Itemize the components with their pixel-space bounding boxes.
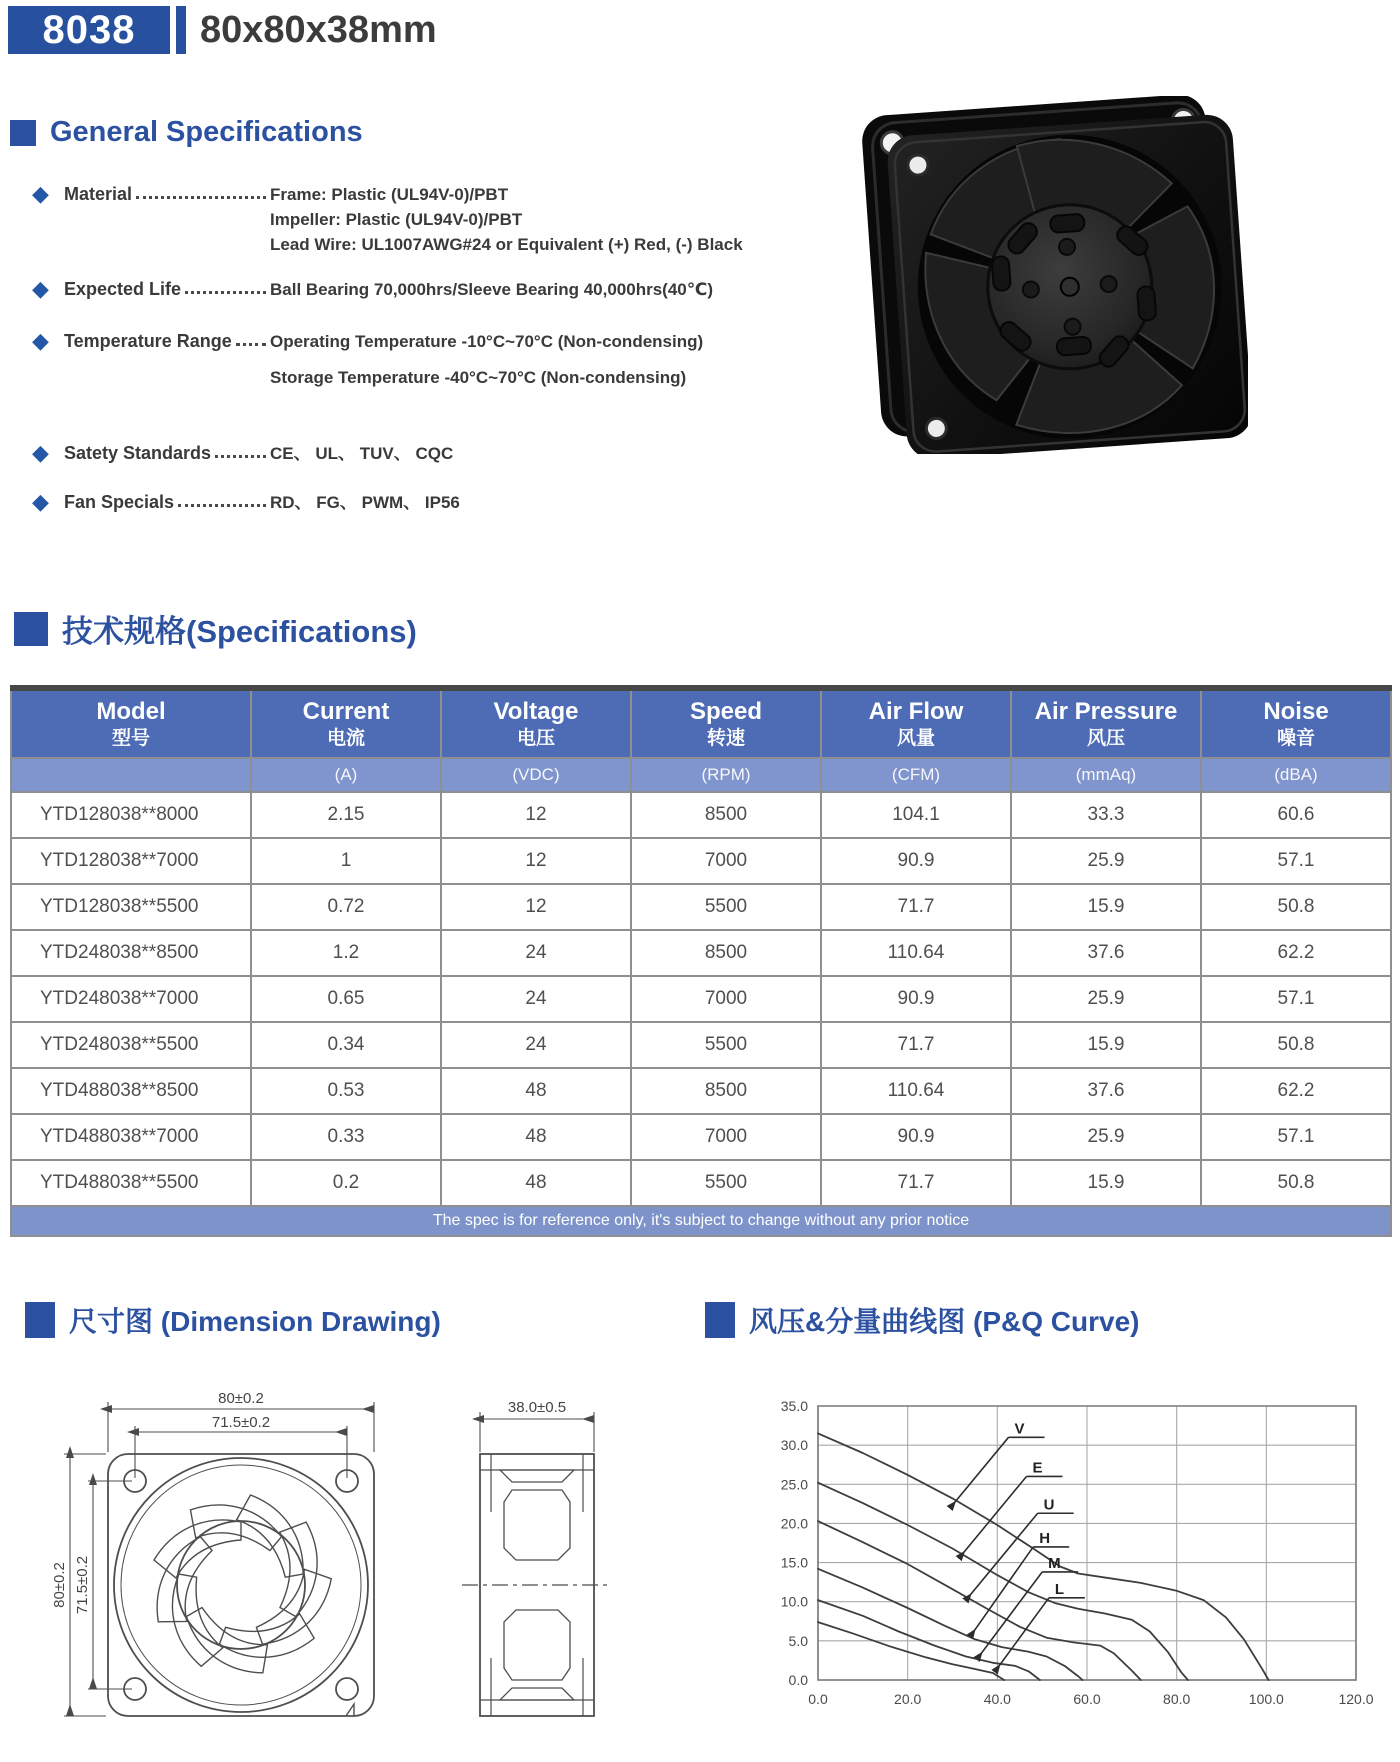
spec-item-values [270,182,842,257]
table-row [11,1114,1391,1160]
curve-label-L: L [1054,1580,1065,1598]
pq-gridlines [818,1406,1356,1680]
x-tick-label: 80.0 [1163,1691,1191,1707]
x-tick-label: 20.0 [894,1691,922,1707]
unit-cell [11,758,251,792]
model-cell: YTD488038**7000 [11,1114,251,1160]
value-cell: 25.9 [1011,838,1201,884]
value-cell: 1 [251,838,441,884]
value-cell: 12 [441,838,631,884]
spec-value-line: Storage Temperature -40°C~70°C (Non-condensing) [270,368,687,387]
table-row [11,838,1391,884]
x-tick-label: 120.0 [1338,1691,1374,1707]
fan-product-photo [856,96,1248,454]
column-header-noise: Noise 噪音 [1201,688,1391,758]
value-cell: 60.6 [1201,792,1391,838]
column-header-air-flow: Air Flow 风量 [821,688,1011,758]
spec-table [10,685,1392,1237]
dotted-leader [185,291,266,294]
spec-value-line: Lead Wire: UL1007AWG#24 or Equivalent (+) Red, (-) Black [270,235,743,254]
column-header-speed: Speed 转速 [631,688,821,758]
dotted-leader [178,504,266,507]
pq-axis-ticks [781,1398,1374,1707]
table-row [11,1068,1391,1114]
y-tick-label: 25.0 [780,1476,808,1493]
value-cell: 90.9 [821,976,1011,1022]
value-cell: 62.2 [1201,1068,1391,1114]
value-cell: 71.7 [821,1160,1011,1206]
dotted-leader [215,455,266,458]
diamond-bullet-icon: ◆ [32,489,49,514]
value-cell: 0.34 [251,1022,441,1068]
diamond-bullet-icon: ◆ [32,276,49,301]
y-tick-label: 35.0 [780,1398,808,1414]
spec-value-line: Operating Temperature -10°C~70°C (Non-condensing) [270,332,704,351]
curve-label-U: U [1043,1496,1055,1514]
table-row [11,1022,1391,1068]
spec-item-temperature-range [32,329,842,401]
value-cell: 71.7 [821,884,1011,930]
table-row [11,1160,1391,1206]
value-cell: 0.33 [251,1114,441,1160]
x-tick-label: 40.0 [983,1691,1011,1707]
unit-cell: (A) [251,758,441,792]
dimension-drawing [48,1382,708,1762]
value-cell: 7000 [631,976,821,1022]
spec-item-fan-specials [32,490,842,515]
value-cell: 48 [441,1160,631,1206]
value-cell: 104.1 [821,792,1011,838]
unit-cell: (CFM) [821,758,1011,792]
y-tick-label: 5.0 [788,1632,808,1649]
spec-item-values [270,277,842,302]
y-tick-label: 15.0 [780,1554,808,1571]
dim-label-inner-width: 71.5±0.2 [211,1414,271,1431]
diamond-bullet-icon: ◆ [32,181,49,206]
spec-item-label: Material [64,184,133,204]
value-cell: 50.8 [1201,884,1391,930]
spec-table-title: 技术规格(Specifications) [62,614,417,649]
header-divider [176,6,186,54]
general-specs-list [32,182,842,515]
pq-curve-V [818,1433,1269,1680]
value-cell: 110.64 [821,1068,1011,1114]
spec-item-values [270,329,842,401]
value-cell: 15.9 [1011,1160,1201,1206]
dimension-heading [25,1300,441,1340]
value-cell: 15.9 [1011,1022,1201,1068]
value-cell: 71.7 [821,1022,1011,1068]
spec-item-material [32,182,842,257]
value-cell: 8500 [631,930,821,976]
y-tick-label: 30.0 [780,1437,808,1454]
value-cell: 62.2 [1201,930,1391,976]
value-cell: 15.9 [1011,884,1201,930]
spec-item-label: Temperature Range [64,331,232,351]
spec-value-line: Frame: Plastic (UL94V-0)/PBT [270,185,509,204]
value-cell: 37.6 [1011,1068,1201,1114]
y-tick-label: 20.0 [780,1515,808,1532]
value-cell: 50.8 [1201,1160,1391,1206]
value-cell: 5500 [631,1160,821,1206]
table-row [11,976,1391,1022]
spec-item-label: Expected Life [64,279,182,299]
section-square-icon [25,1302,55,1338]
unit-cell: (mmAq) [1011,758,1201,792]
unit-cell: (RPM) [631,758,821,792]
pq-title: 风压&分量曲线图 (P&Q Curve) [749,1306,1140,1337]
units-row [11,758,1391,792]
column-header-air-pressure: Air Pressure 风压 [1011,688,1201,758]
model-cell: YTD128038**7000 [11,838,251,884]
value-cell: 110.64 [821,930,1011,976]
spec-item-label: Satety Standards [64,443,212,463]
value-cell: 5500 [631,884,821,930]
general-specs-heading [10,116,363,149]
value-cell: 57.1 [1201,838,1391,884]
pq-heading [705,1300,1139,1340]
dimension-title: 尺寸图 (Dimension Drawing) [69,1306,441,1337]
spec-table-heading [14,606,417,651]
value-cell: 24 [441,1022,631,1068]
dim-label-outer-height: 80±0.2 [51,1562,68,1608]
spec-table-body [11,758,1391,1236]
model-cell: YTD248038**8500 [11,930,251,976]
section-square-icon [705,1302,735,1338]
spec-value-line: RD、 FG、 PWM、 IP56 [270,493,460,512]
value-cell: 8500 [631,1068,821,1114]
dim-label-inner-height: 71.5±0.2 [74,1555,91,1615]
table-footnote: The spec is for reference only, it's subject to change without any prior notice [11,1206,1391,1236]
value-cell: 48 [441,1068,631,1114]
x-tick-label: 100.0 [1248,1691,1284,1707]
value-cell: 57.1 [1201,1114,1391,1160]
model-cell: YTD488038**5500 [11,1160,251,1206]
general-specs-title: General Specifications [50,116,363,148]
value-cell: 90.9 [821,1114,1011,1160]
curve-label-H: H [1039,1529,1051,1547]
table-footnote-row [11,1206,1391,1236]
value-cell: 0.65 [251,976,441,1022]
spec-value-line: Impeller: Plastic (UL94V-0)/PBT [270,210,523,229]
spec-value-line: Ball Bearing 70,000hrs/Sleeve Bearing 40,000hrs(40℃) [270,280,713,299]
dotted-leader [236,343,266,346]
column-header-model: Model 型号 [11,688,251,758]
value-cell: 5500 [631,1022,821,1068]
model-cell: YTD488038**8500 [11,1068,251,1114]
fan-front-outline [108,1454,374,1716]
model-cell: YTD248038**7000 [11,976,251,1022]
spec-item-expected-life [32,277,842,302]
y-tick-label: 0.0 [788,1672,808,1688]
value-cell: 37.6 [1011,930,1201,976]
section-square-icon [10,120,36,146]
pq-curve-L [818,1622,1004,1680]
value-cell: 50.8 [1201,1022,1391,1068]
pq-curve-labels [950,1420,1085,1671]
curve-label-E: E [1032,1459,1043,1477]
dim-label-outer-width: 80±0.2 [218,1390,264,1407]
x-tick-label: 0.0 [808,1691,828,1707]
spec-item-satety-standards [32,441,842,466]
value-cell: 12 [441,792,631,838]
model-code-badge: 8038 [8,6,170,54]
dotted-leader [136,196,266,199]
curve-label-V: V [1014,1420,1025,1438]
value-cell: 0.2 [251,1160,441,1206]
table-row [11,930,1391,976]
value-cell: 1.2 [251,930,441,976]
dim-label-depth: 38.0±0.5 [507,1399,567,1416]
spec-item-label: Fan Specials [64,492,175,512]
value-cell: 7000 [631,838,821,884]
diamond-bullet-icon: ◆ [32,440,49,465]
model-cell: YTD128038**8000 [11,792,251,838]
value-cell: 24 [441,976,631,1022]
value-cell: 2.15 [251,792,441,838]
curve-label-M: M [1048,1554,1061,1572]
x-tick-label: 60.0 [1073,1691,1101,1707]
fan-blades-drawing [133,1479,345,1693]
diamond-bullet-icon: ◆ [32,328,49,353]
y-tick-label: 10.0 [780,1593,808,1610]
spec-item-values [270,441,842,466]
value-cell: 25.9 [1011,976,1201,1022]
model-cell: YTD248038**5500 [11,1022,251,1068]
value-cell: 0.72 [251,884,441,930]
value-cell: 57.1 [1201,976,1391,1022]
pq-curves [818,1433,1269,1680]
value-cell: 48 [441,1114,631,1160]
column-header-current: Current 电流 [251,688,441,758]
value-cell: 0.53 [251,1068,441,1114]
value-cell: 25.9 [1011,1114,1201,1160]
spec-value-line: CE、 UL、 TUV、 CQC [270,444,454,463]
value-cell: 8500 [631,792,821,838]
size-title: 80x80x38mm [200,8,437,51]
model-cell: YTD128038**5500 [11,884,251,930]
unit-cell: (dBA) [1201,758,1391,792]
value-cell: 7000 [631,1114,821,1160]
unit-cell: (VDC) [441,758,631,792]
pq-curve-M [818,1600,1040,1680]
value-cell: 12 [441,884,631,930]
table-row [11,792,1391,838]
table-row [11,884,1391,930]
page-header [8,6,437,54]
value-cell: 90.9 [821,838,1011,884]
value-cell: 33.3 [1011,792,1201,838]
spec-table-head [11,688,1391,758]
spec-item-values [270,490,842,515]
pq-chart [726,1380,1386,1758]
column-header-voltage: Voltage 电压 [441,688,631,758]
value-cell: 24 [441,930,631,976]
section-square-icon [14,612,48,646]
